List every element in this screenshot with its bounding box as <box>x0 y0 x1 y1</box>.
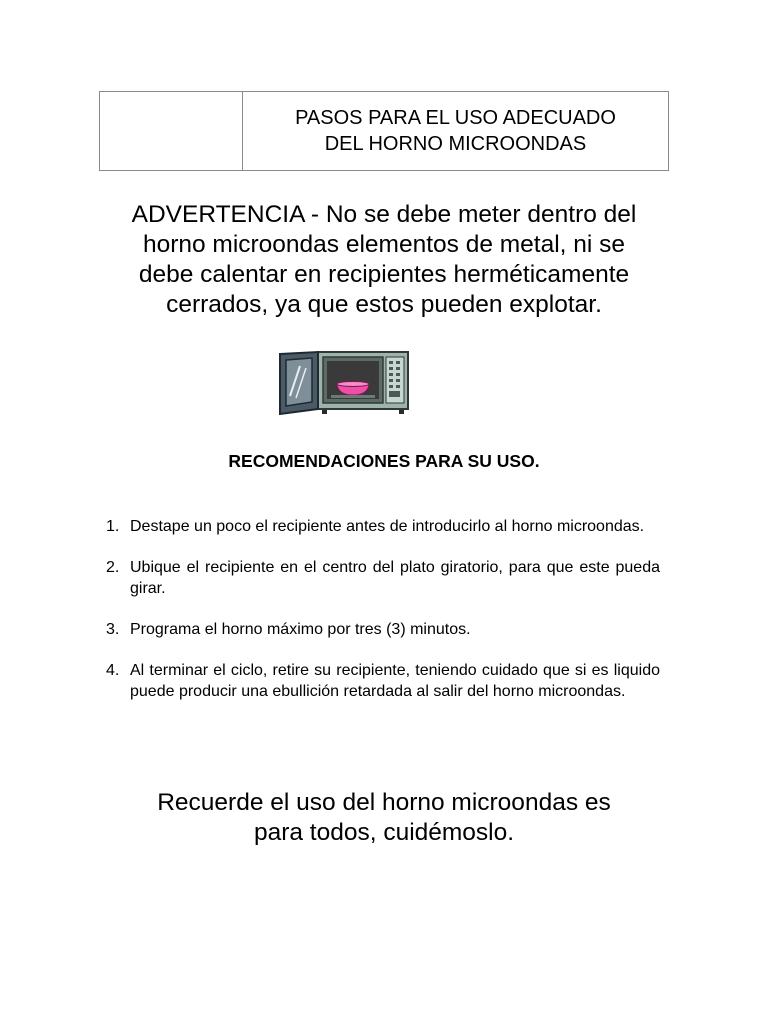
list-item <box>106 660 660 702</box>
closing-line-1: Recuerde el uso del horno microondas es <box>157 789 611 816</box>
header-logo-cell <box>100 92 243 170</box>
warning-line-2: horno microondas elementos de metal, ni se <box>142 231 626 258</box>
step-number: 3. <box>106 621 120 638</box>
step-text: Al terminar el ciclo, retire su recipiente, teniendo cuidado que si es liquido puede producir una ebullición retardada al salir del horno microondas. <box>130 662 660 700</box>
document-title <box>243 92 668 170</box>
oven-door-window <box>286 358 312 406</box>
bowl-rim <box>337 382 369 387</box>
warning-line-4: cerrados, ya que estos pueden explotar. <box>166 291 602 318</box>
step-number: 1. <box>106 518 120 535</box>
list-item <box>106 516 660 537</box>
warning-text <box>100 200 668 320</box>
warning-line-1: ADVERTENCIA - No se debe meter dentro del <box>131 201 637 228</box>
closing-line-2: para todos, cuidémoslo. <box>253 819 515 846</box>
step-number: 4. <box>106 662 120 679</box>
header-table <box>99 91 669 171</box>
title-line-1: PASOS PARA EL USO ADECUADO <box>295 107 616 129</box>
recommendations-title: RECOMENDACIONES PARA SU USO. <box>228 451 540 471</box>
step-text: Programa el horno máximo por tres (3) minutos. <box>130 621 471 638</box>
step-text: Ubique el recipiente en el centro del plato giratorio, para que este pueda girar. <box>130 559 660 597</box>
list-item <box>106 557 660 599</box>
title-line-2: DEL HORNO MICROONDAS <box>324 133 587 155</box>
warning-line-3: debe calentar en recipientes herméticamente <box>138 261 630 288</box>
list-item <box>106 619 660 640</box>
step-number: 2. <box>106 559 120 576</box>
turntable <box>331 395 375 398</box>
microwave-oven-icon <box>278 350 410 416</box>
recommendations-list <box>106 516 660 722</box>
step-text: Destape un poco el recipiente antes de introducirlo al horno microondas. <box>130 518 645 535</box>
closing-message <box>100 788 668 848</box>
